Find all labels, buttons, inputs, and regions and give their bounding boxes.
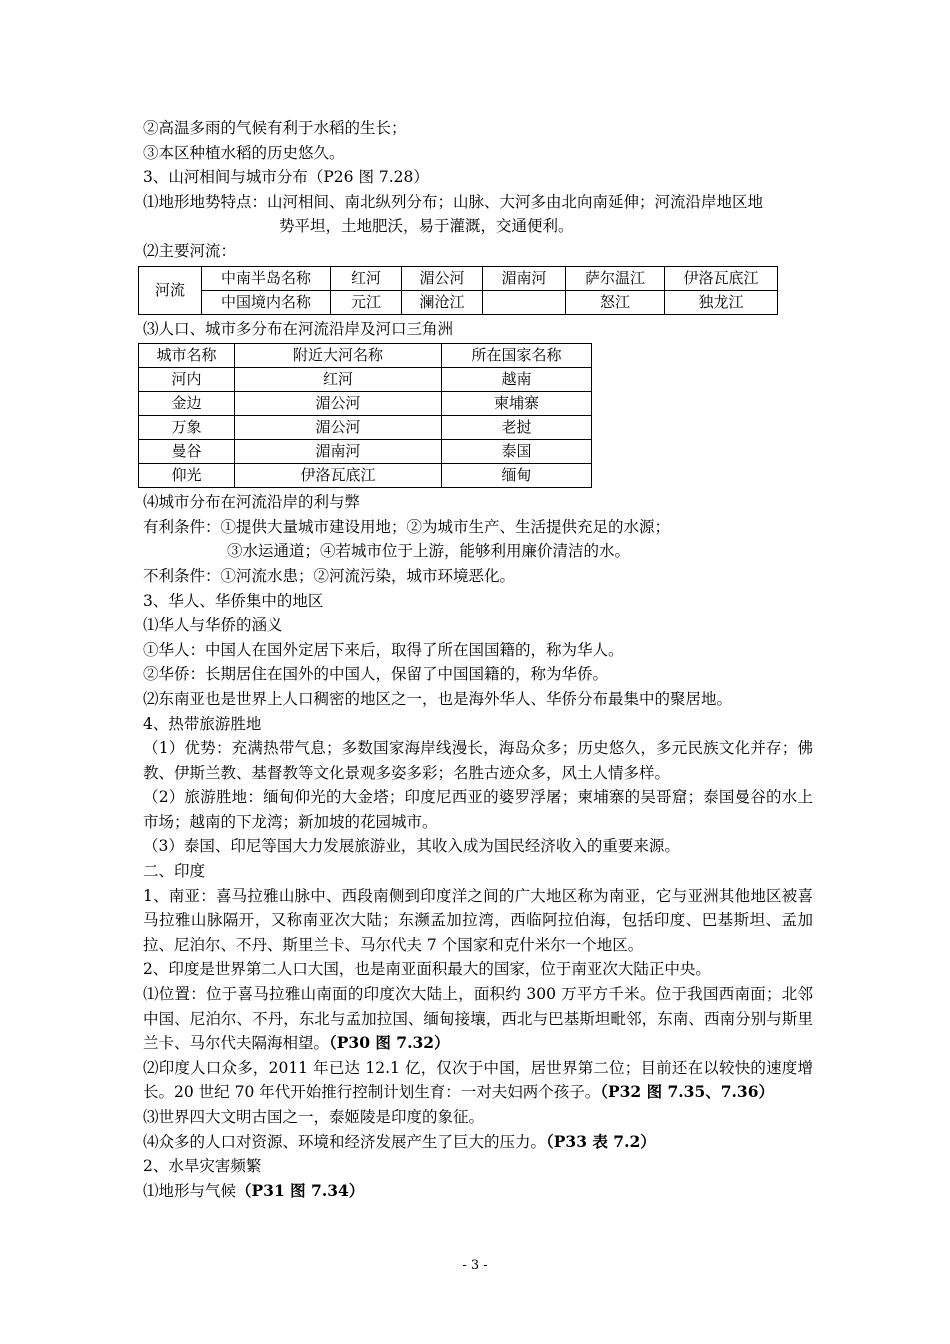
text-line: ①华人：中国人在国外定居下来后，取得了所在国国籍的，称为华人。 (143, 640, 624, 659)
text-line: 势平坦，土地肥沃，易于灌溉，交通便利。 (279, 217, 574, 236)
table-cell: 仰光 (139, 464, 235, 488)
table-row (139, 368, 592, 392)
text-line: ③本区种植水稻的历史悠久。 (143, 143, 345, 162)
table-cell: 柬埔寨 (442, 392, 592, 416)
table-cell: 湄公河 (235, 416, 442, 440)
line-text: ⑷众多的人口对资源、环境和经济发展产生了巨大的压力。 (143, 1132, 547, 1151)
paragraph: （1）优势：充满热带气息；多数国家海岸线漫长，海岛众多；历史悠久，多元民族文化并存；佛教、伊斯兰教、基督教等文化景观多姿多彩；名胜古迹众多，风土人情多样。 (143, 739, 813, 782)
page-number: - 3 - (462, 1258, 488, 1273)
table-cell: 曼谷 (139, 440, 235, 464)
table-cell: 泰国 (442, 440, 592, 464)
paragraph: （2）旅游胜地：缅甸仰光的大金塔；印度尼西亚的婆罗浮屠；柬埔寨的吴哥窟；泰国曼谷的水上市场；越南的下龙湾；新加坡的花园城市。 (143, 788, 813, 831)
table-cell: 万象 (139, 416, 235, 440)
table-cell: 澜沧江 (402, 290, 483, 314)
section-heading: 3、华人、华侨集中的地区 (143, 591, 324, 610)
section-heading: 2、水旱灾害频繁 (143, 1157, 262, 1176)
section-heading: 4、热带旅游胜地 (143, 714, 262, 733)
table-cell (483, 290, 566, 314)
paragraph (143, 982, 813, 1056)
figure-reference: （P32 图 7.35、7.36） (600, 1082, 775, 1102)
text-line: 不利条件：①河流水患；②河流污染，城市环境恶化。 (143, 566, 516, 585)
line-text: ⑴地形与气候 (143, 1181, 237, 1200)
table-reference: （P33 表 7.2） (546, 1131, 656, 1151)
table-cell: 伊洛瓦底江 (665, 266, 778, 290)
chapter-heading: 二、印度 (143, 862, 206, 881)
table-cell: 湄公河 (235, 392, 442, 416)
table-header-cell: 所在国家名称 (442, 344, 592, 368)
table-cell: 河流 (139, 266, 202, 314)
table-cell: 怒江 (566, 290, 665, 314)
river-table (138, 266, 778, 315)
text-line: 2、印度是世界第二人口大国，也是南亚面积最大的国家，位于南亚次大陆正中央。 (143, 960, 711, 979)
table-row (139, 464, 592, 488)
section-heading: 3、山河相间与城市分布（P26 图 7.28） (143, 168, 429, 187)
document-page (143, 116, 813, 1203)
paragraph (143, 1056, 813, 1105)
text-line: （3）泰国、印尼等国大力发展旅游业，其收入成为国民经济收入的重要来源。 (143, 837, 680, 856)
table-cell: 缅甸 (442, 464, 592, 488)
table-cell: 独龙江 (665, 290, 778, 314)
table-header-cell: 城市名称 (139, 344, 235, 368)
table-cell: 红河 (235, 368, 442, 392)
city-table (138, 343, 592, 488)
text-line: ⑶世界四大文明古国之一，泰姬陵是印度的象征。 (143, 1108, 485, 1126)
text-line: 有利条件：①提供大量城市建设用地；②为城市生产、生活提供充足的水源； (143, 517, 671, 536)
figure-reference: （P30 图 7.32） (329, 1033, 450, 1053)
text-line: ②华侨：长期居住在国外的中国人，保留了中国国籍的，称为华侨。 (143, 665, 609, 684)
table-cell: 老挝 (442, 416, 592, 440)
table-cell: 元江 (331, 290, 402, 314)
table-cell: 越南 (442, 368, 592, 392)
text-line: ⑵主要河流： (143, 241, 237, 260)
text-line: ②高温多雨的气候有利于水稻的生长； (143, 119, 407, 137)
table-row (139, 440, 592, 464)
table-cell: 伊洛瓦底江 (235, 464, 442, 488)
table-header-row (139, 344, 592, 368)
text-line: ⑷城市分布在河流沿岸的利与弊 (143, 493, 361, 512)
text-line (143, 1179, 813, 1204)
table-row (139, 392, 592, 416)
table-cell: 河内 (139, 368, 235, 392)
text-line: ⑴华人与华侨的涵义 (143, 616, 283, 635)
text-line: ⑶人口、城市多分布在河流沿岸及河口三角洲 (143, 319, 454, 338)
table-cell: 红河 (331, 266, 402, 290)
paragraph: 1、南亚：喜马拉雅山脉中、西段南侧到印度洋之间的广大地区称为南亚，它与亚洲其他地区被喜马拉雅山脉隔开，又称南亚次大陆；东濒孟加拉湾，西临阿拉伯海，包括印度、巴基斯坦、孟加拉、尼泊尔、不丹、斯里兰卡、马尔代夫 7 个国家和克什米尔一个地区。 (143, 886, 813, 954)
table-cell: 湄南河 (235, 440, 442, 464)
table-cell: 金边 (139, 392, 235, 416)
table-cell: 中南半岛名称 (202, 266, 331, 290)
table-cell: 湄公河 (402, 266, 483, 290)
text-line: ③水运通道；④若城市位于上游，能够利用廉价清洁的水。 (227, 542, 631, 561)
paragraph-text: ⑴位置：位于喜马拉雅山南面的印度次大陆上，面积约 300 万平方千米。位于我国西南面；北邻中国、尼泊尔、不丹，东北与孟加拉国、缅甸接壤，西北与巴基斯坦毗邻，东南、西南分别与斯里兰卡、马尔代夫隔海相望。 (143, 985, 813, 1053)
table-cell: 萨尔温江 (566, 266, 665, 290)
table-cell: 湄南河 (483, 266, 566, 290)
figure-reference: （P31 图 7.34） (236, 1180, 365, 1200)
paragraph-text: ⑵印度人口众多，2011 年已达 12.1 亿，仅次于中国，居世界第二位；目前还在以较快的速度增长。20 世纪 70 年代开始推行控制计划生育：一对夫妇两个孩子。 (143, 1058, 813, 1102)
text-line: ⑴地形地势特点：山河相间、南北纵列分布；山脉、大河多由北向南延伸；河流沿岸地区地 (143, 192, 764, 211)
text-line: ⑵东南亚也是世界上人口稠密的地区之一，也是海外华人、华侨分布最集中的聚居地。 (143, 689, 733, 708)
table-row (139, 416, 592, 440)
text-line (143, 1130, 813, 1155)
table-header-cell: 附近大河名称 (235, 344, 442, 368)
table-cell: 中国境内名称 (202, 290, 331, 314)
